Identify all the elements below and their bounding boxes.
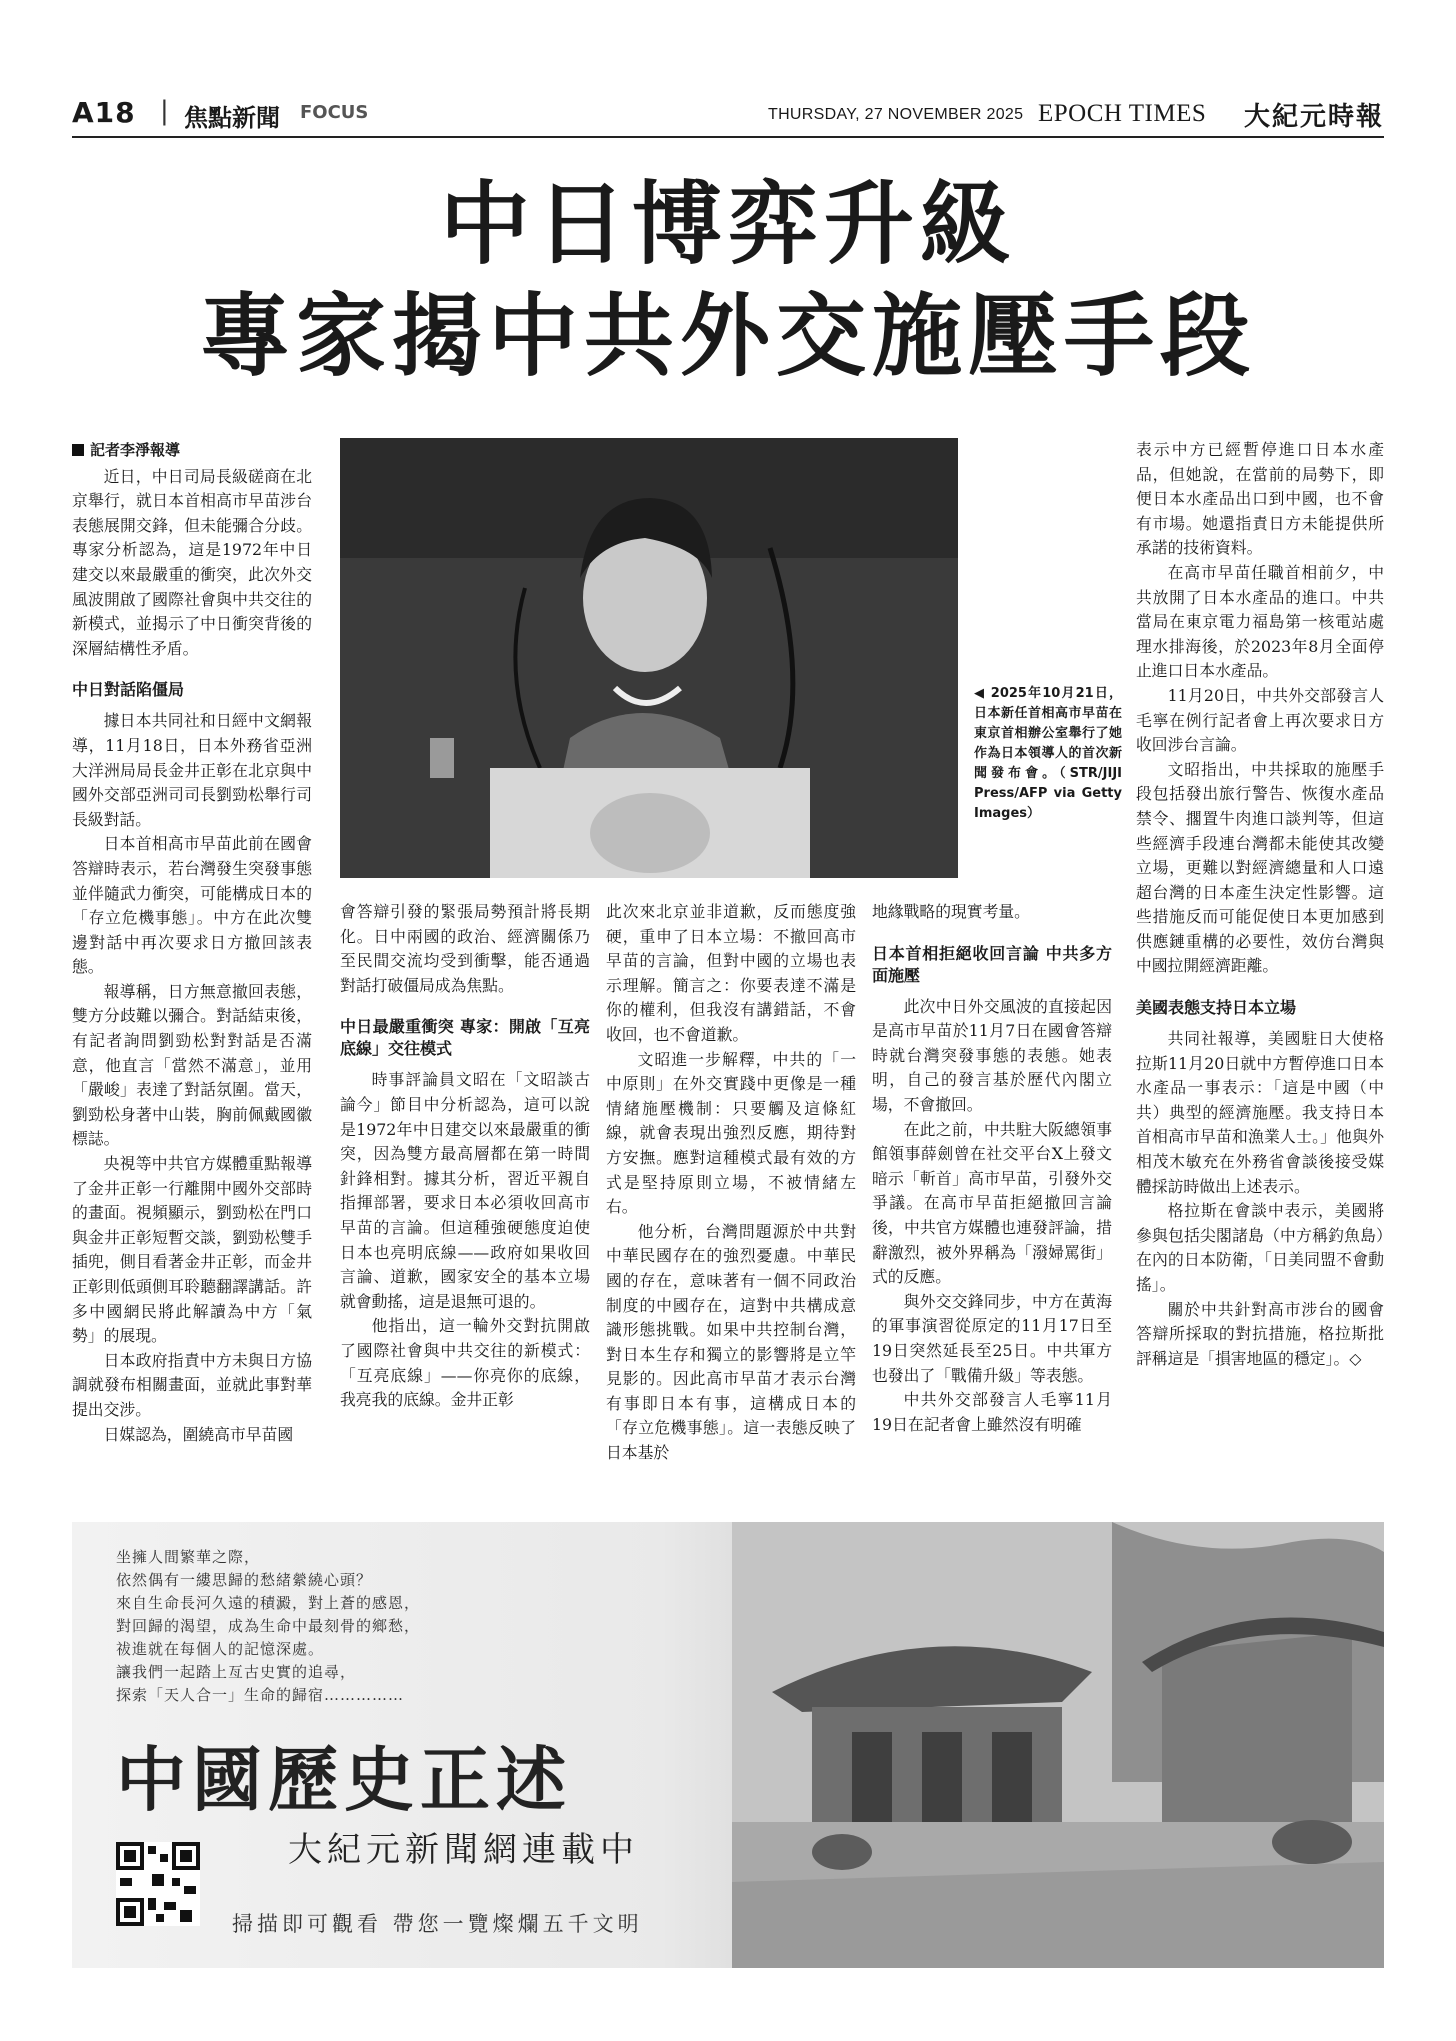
headline-line-2: 專家揭中共外交施壓手段 bbox=[200, 283, 1256, 389]
ad-tagline: 掃描即可觀看 帶您一覽燦爛五千文明 bbox=[232, 1912, 643, 1936]
ad-title: 中國歷史正述 bbox=[116, 1738, 572, 1821]
poem-line: 探索「天人合一」生命的歸宿…………… bbox=[116, 1686, 405, 1704]
byline bbox=[72, 438, 312, 463]
issue-date: THURSDAY, 27 NOVEMBER 2025 bbox=[768, 106, 1024, 123]
square-bullet-icon bbox=[72, 444, 84, 456]
article-column-2 bbox=[340, 900, 590, 1413]
headline-line-1: 中日博弈升級 bbox=[440, 171, 1016, 277]
paragraph: 會答辯引發的緊張局勢預計將長期化。日中兩國的政治、經濟關係乃至民間交流均受到衝擊，能否通過對話打破僵局成為焦點。 bbox=[340, 902, 590, 995]
subheading: 中日對話陷僵局 bbox=[72, 680, 185, 700]
paragraph: 此次來北京並非道歉，反而態度強硬，重申了日本立場：不撤回高市早苗的言論，但對中國的立場也表示理解。簡言之：你要表達不滿是你的權利，但我沒有講錯話，不會收回，也不會道歉。 bbox=[606, 902, 856, 1044]
paragraph: 表示中方已經暫停進口日本水產品，但她說，在當前的局勢下，即便日本水產品出口到中國，也不會有市場。她還指責日方未能提供所承諾的技術資料。 bbox=[1136, 440, 1384, 558]
paragraph: 近日，中日司局長級磋商在北京舉行，就日本首相高市早苗涉台表態展開交鋒，但未能彌合分歧。專家分析認為，這是1972年中日建交以來最嚴重的衝突，此次外交風波開啟了國際社會與中共交往的新模式，並揭示了中日衝突背後的深層結構性矛盾。 bbox=[72, 466, 312, 658]
section-name-en: FOCUS bbox=[300, 102, 369, 123]
paragraph: 格拉斯在會談中表示，美國將參與包括尖閣諸島（中方稱釣魚島）在內的日本防衛，「日美同盟不會動搖」。 bbox=[1136, 1201, 1384, 1294]
poem-line: 來自生命長河久遠的積澱，對上蒼的感恩， bbox=[116, 1594, 421, 1612]
poem-line: 坐擁人間繁華之際， bbox=[116, 1548, 261, 1566]
paragraph: 關於中共針對高市涉台的國會答辯所採取的對抗措施，格拉斯批評稱這是「損害地區的穩定」。◇ bbox=[1136, 1299, 1384, 1368]
poem-line: 對回歸的渴望，成為生命中最刻骨的鄉愁， bbox=[116, 1617, 421, 1635]
paragraph: 與外交交鋒同步，中方在黃海的軍事演習從原定的11月17日至19日突然延長至25日。中共軍方也發出了「戰備升級」等表態。 bbox=[872, 1291, 1112, 1385]
paragraph: 日本政府指責中方未與日方協調就發布相關畫面，並就此事對華提出交涉。 bbox=[72, 1350, 312, 1419]
news-photo bbox=[340, 438, 958, 878]
history-series-ad[interactable] bbox=[72, 1522, 1384, 1968]
section-name: 焦點新聞 bbox=[184, 104, 280, 132]
paragraph: 據日本共同社和日經中文網報導，11月18日，日本外務省亞洲大洋洲局局長金井正彰在北京與中國外交部亞洲司司長劉勁松舉行司長級對話。 bbox=[72, 711, 312, 829]
page-number: A18 bbox=[72, 96, 136, 129]
article-column-4 bbox=[872, 900, 1112, 1437]
headline bbox=[72, 168, 1384, 392]
paragraph: 文昭指出，中共採取的施壓手段包括發出旅行警告、恢復水產品禁令、擱置牛肉進口談判等，但這些經濟手段連台灣都未能使其改變立場，更難以對經濟總量和人口遠超台灣的日本產生決定性影響。這些措施反而可能促使日本更加感到供應鏈重構的必要性，效仿台灣與中國拉開經濟距離。 bbox=[1136, 759, 1384, 976]
paragraph: 中共外交部發言人毛寧11月19日在記者會上雖然沒有明確 bbox=[872, 1390, 1112, 1434]
paragraph: 他指出，這一輪外交對抗開啟了國際社會與中共交往的新模式：「互亮底線」——你亮你的底線，我亮我的底線。金井正彰 bbox=[340, 1316, 590, 1410]
paragraph: 他分析，台灣問題源於中共對中華民國存在的強烈憂慮。中華民國的存在，意味著有一個不同政治制度的中國存在，這對中共構成意識形態挑戰。如果中共控制台灣，對日本生存和獨立的影響將是立竿見影的。因此高市早苗才表示台灣有事即日本有事，這構成日本的「存立危機事態」。這一表態反映了日本基於 bbox=[606, 1221, 856, 1463]
subheading: 美國表態支持日本立場 bbox=[1136, 998, 1297, 1018]
poem-line: 讓我們一起踏上亙古史實的追尋， bbox=[116, 1663, 357, 1681]
byline-text: 記者李淨報導 bbox=[90, 441, 181, 459]
paper-name-en: EPOCH TIMES bbox=[1038, 100, 1207, 127]
paragraph: 文昭進一步解釋，中共的「一中原則」在外交實踐中更像是一種情緒施壓機制：只要觸及這條紅線，就會表現出強烈反應，期待對方安撫。應對這種模式最有效的方式是堅持原則立場，不被情緒左右。 bbox=[606, 1049, 856, 1217]
header-rule bbox=[72, 136, 1384, 138]
paragraph: 報導稱，日方無意撤回表態，雙方分歧難以彌合。對話結束後，有記者詢問劉勁松對對話是否滿意，他直言「當然不滿意」，並用「嚴峻」表達了對話氛圍。當天，劉勁松身著中山裝，胸前佩戴國徽標誌。 bbox=[72, 981, 312, 1149]
paragraph: 在高市早苗任職首相前夕，中共放開了日本水產品的進口。中共當局在東京電力福島第一核電站處理水排海後，於2023年8月全面停止進口日本水產品。 bbox=[1136, 562, 1384, 681]
paper-name-zh: 大紀元時報 bbox=[1243, 102, 1384, 132]
paragraph: 日本首相高市早苗此前在國會答辯時表示，若台灣發生突發事態並伴隨武力衝突，可能構成日本的「存立危機事態」。中方在此次雙邊對話中再次要求日方撤回該表態。 bbox=[72, 834, 312, 977]
paragraph: 11月20日，中共外交部發言人毛寧在例行記者會上再次要求日方收回涉台言論。 bbox=[1136, 685, 1384, 755]
paragraph: 共同社報導，美國駐日大使格拉斯11月20日就中方暫停進口日本水產品一事表示：「這是中國（中共）典型的經濟施壓。我支持日本首相高市早苗和漁業人士。」他與外相茂木敏充在外務省會談後接受媒體採訪時做出上述表示。 bbox=[1136, 1029, 1384, 1196]
qr-code-icon[interactable] bbox=[116, 1842, 200, 1926]
article-column-5 bbox=[1136, 438, 1384, 1371]
photo-caption: ◀ 2025年10月21日，日本新任首相高市早苗在東京首相辦公室舉行了她作為日本領導人的首次新聞發布會。（STR/JIJI Press/AFP via Getty Images） bbox=[974, 686, 1122, 821]
subheading: 日本首相拒絕收回言論 中共多方面施壓 bbox=[872, 943, 1112, 985]
ad-subtitle: 大紀元新聞網連載中 bbox=[288, 1830, 639, 1870]
ad-poem bbox=[116, 1546, 420, 1707]
paragraph: 時事評論員文昭在「文昭談古論今」節目中分析認為，這可以說是1972年中日建交以來最嚴重的衝突，因為雙方最高層都在第一時間針鋒相對。據其分析，習近平親自指揮部署，要求日本必須收回高市早苗的言論。但這種強硬態度迫使日本也亮明底線——政府如果收回言論、道歉，國家安全的基本立場就會動搖，這是退無可退的。 bbox=[340, 1070, 590, 1311]
temple-courtyard-image bbox=[732, 1522, 1384, 1968]
header-separator: | bbox=[160, 96, 169, 126]
article-column-1 bbox=[72, 438, 312, 1447]
paragraph: 日媒認為，圍繞高市早苗國 bbox=[103, 1424, 294, 1444]
poem-line: 祓進就在每個人的記憶深處。 bbox=[116, 1640, 325, 1658]
press-conference-image bbox=[340, 438, 958, 878]
subheading: 中日最嚴重衝突 專家：開啟「互亮底線」交往模式 bbox=[340, 1017, 590, 1059]
paragraph: 此次中日外交風波的直接起因是高市早苗於11月7日在國會答辯時就台灣突發事態的表態。她表明，自己的發言基於歷代內閣立場，不會撤回。 bbox=[872, 996, 1112, 1114]
poem-line: 依然偶有一縷思歸的愁緒縈繞心頭？ bbox=[116, 1571, 373, 1589]
paragraph: 在此之前，中共駐大阪總領事館領事薛劍曾在社交平台X上發文暗示「斬首」高市早苗，引發外交爭議。在高市早苗拒絕撤回言論後，中共官方媒體也連發評論，措辭激烈，被外界稱為「潑婦罵街」式的反應。 bbox=[872, 1119, 1112, 1287]
paragraph: 地緣戰略的現實考量。 bbox=[872, 902, 1030, 921]
paragraph: 央視等中共官方媒體重點報導了金井正彰一行離開中國外交部時的畫面。視頻顯示，劉勁松在門口與金井正彰短暫交談，劉勁松雙手插兜，側目看著金井正彰，而金井正彰則低頭側耳聆聽翻譯講話。許多中國網民將此解讀為中方「氣勢」的展現。 bbox=[72, 1154, 312, 1346]
article-column-3 bbox=[606, 900, 856, 1466]
page-header bbox=[72, 92, 1384, 136]
